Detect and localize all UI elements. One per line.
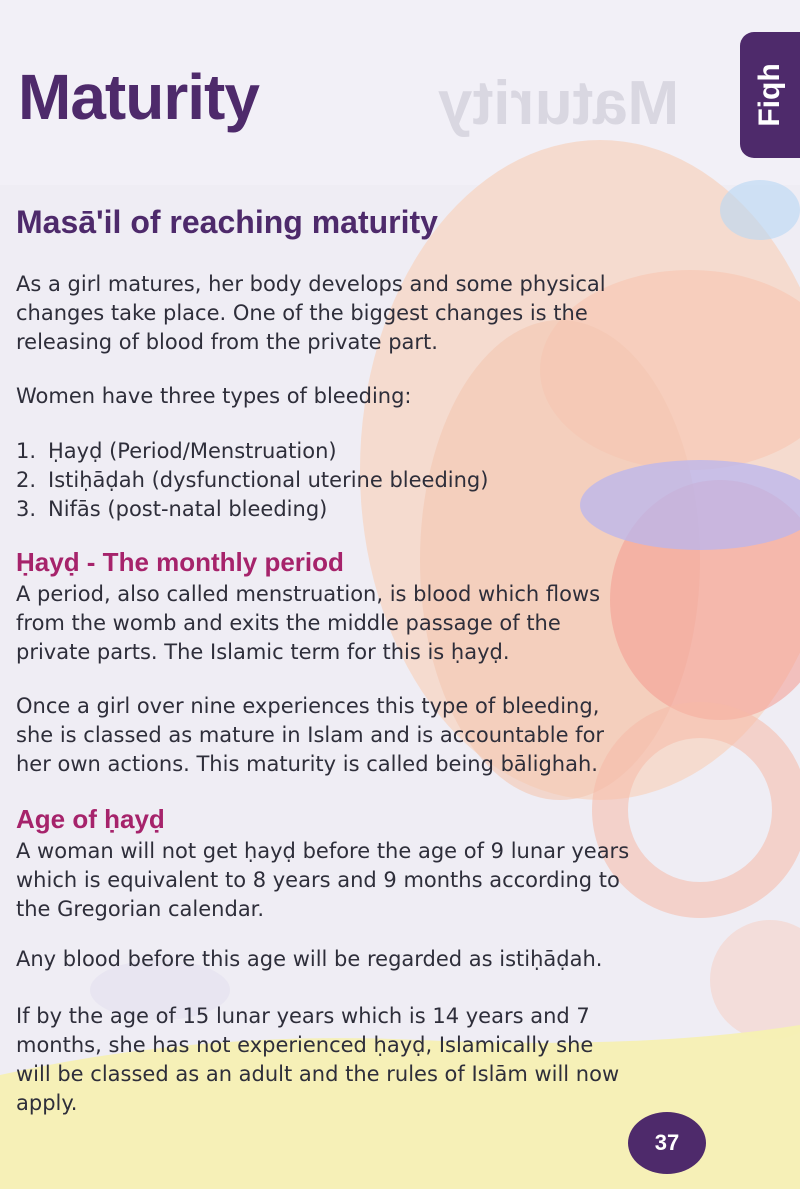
paragraph-line: private parts. The Islamic term for this is ḥayḍ.	[16, 640, 510, 664]
section-tab	[740, 32, 800, 158]
list-number: 3.	[16, 497, 37, 521]
paragraph-line: which is equivalent to 8 years and 9 months according to	[16, 868, 620, 892]
list-text: Istiḥāḍah (dysfunctional uterine bleeding)	[48, 468, 489, 492]
paragraph-line: will be classed as an adult and the rules of Islām will now	[16, 1062, 620, 1086]
list-text: Ḥayḍ (Period/Menstruation)	[48, 439, 337, 463]
bleeding-types-list	[16, 437, 488, 524]
list-number: 2.	[16, 468, 37, 492]
section-heading: Masā'il of reaching maturity	[16, 204, 438, 240]
list-item	[16, 466, 488, 495]
section-tab-label: Fiqh	[753, 63, 786, 127]
age-paragraph-2: Any blood before this age will be regarded as istiḥāḍah.	[16, 947, 603, 971]
age-paragraph-3	[16, 1002, 736, 1118]
age-paragraph-1	[16, 837, 736, 924]
paragraph-line: If by the age of 15 lunar years which is 14 years and 7	[16, 1004, 590, 1028]
intro-line: releasing of blood from the private part.	[16, 330, 438, 354]
page-number: 37	[628, 1112, 706, 1174]
paragraph-line: the Gregorian calendar.	[16, 897, 265, 921]
paragraph-line: months, she has not experienced ḥayḍ, Islamically she	[16, 1033, 594, 1057]
paragraph-line: her own actions. This maturity is called being bālighah.	[16, 752, 598, 776]
bleeding-types-intro: Women have three types of bleeding:	[16, 384, 412, 408]
hayd-paragraph-2	[16, 692, 736, 779]
paragraph-line: A woman will not get ḥayḍ before the age of 9 lunar years	[16, 839, 630, 863]
paragraph-line: Once a girl over nine experiences this type of bleeding,	[16, 694, 600, 718]
paragraph-line: A period, also called menstruation, is blood which flows	[16, 582, 601, 606]
list-text: Nifās (post-natal bleeding)	[48, 497, 328, 521]
ghost-title: Maturity	[438, 69, 680, 138]
intro-paragraph	[16, 270, 736, 357]
list-item	[16, 495, 488, 524]
paragraph-line: from the womb and exits the middle passage of the	[16, 611, 561, 635]
list-number: 1.	[16, 439, 37, 463]
intro-line: changes take place. One of the biggest changes is the	[16, 301, 588, 325]
hayd-paragraph-1	[16, 580, 736, 667]
age-heading: Age of ḥayḍ	[16, 804, 165, 834]
list-item	[16, 437, 488, 466]
hayd-heading: Ḥayḍ - The monthly period	[16, 547, 344, 577]
intro-line: As a girl matures, her body develops and some physical	[16, 272, 606, 296]
page-title: Maturity	[18, 61, 259, 133]
paragraph-line: apply.	[16, 1091, 78, 1115]
paragraph-line: she is classed as mature in Islam and is accountable for	[16, 723, 605, 747]
